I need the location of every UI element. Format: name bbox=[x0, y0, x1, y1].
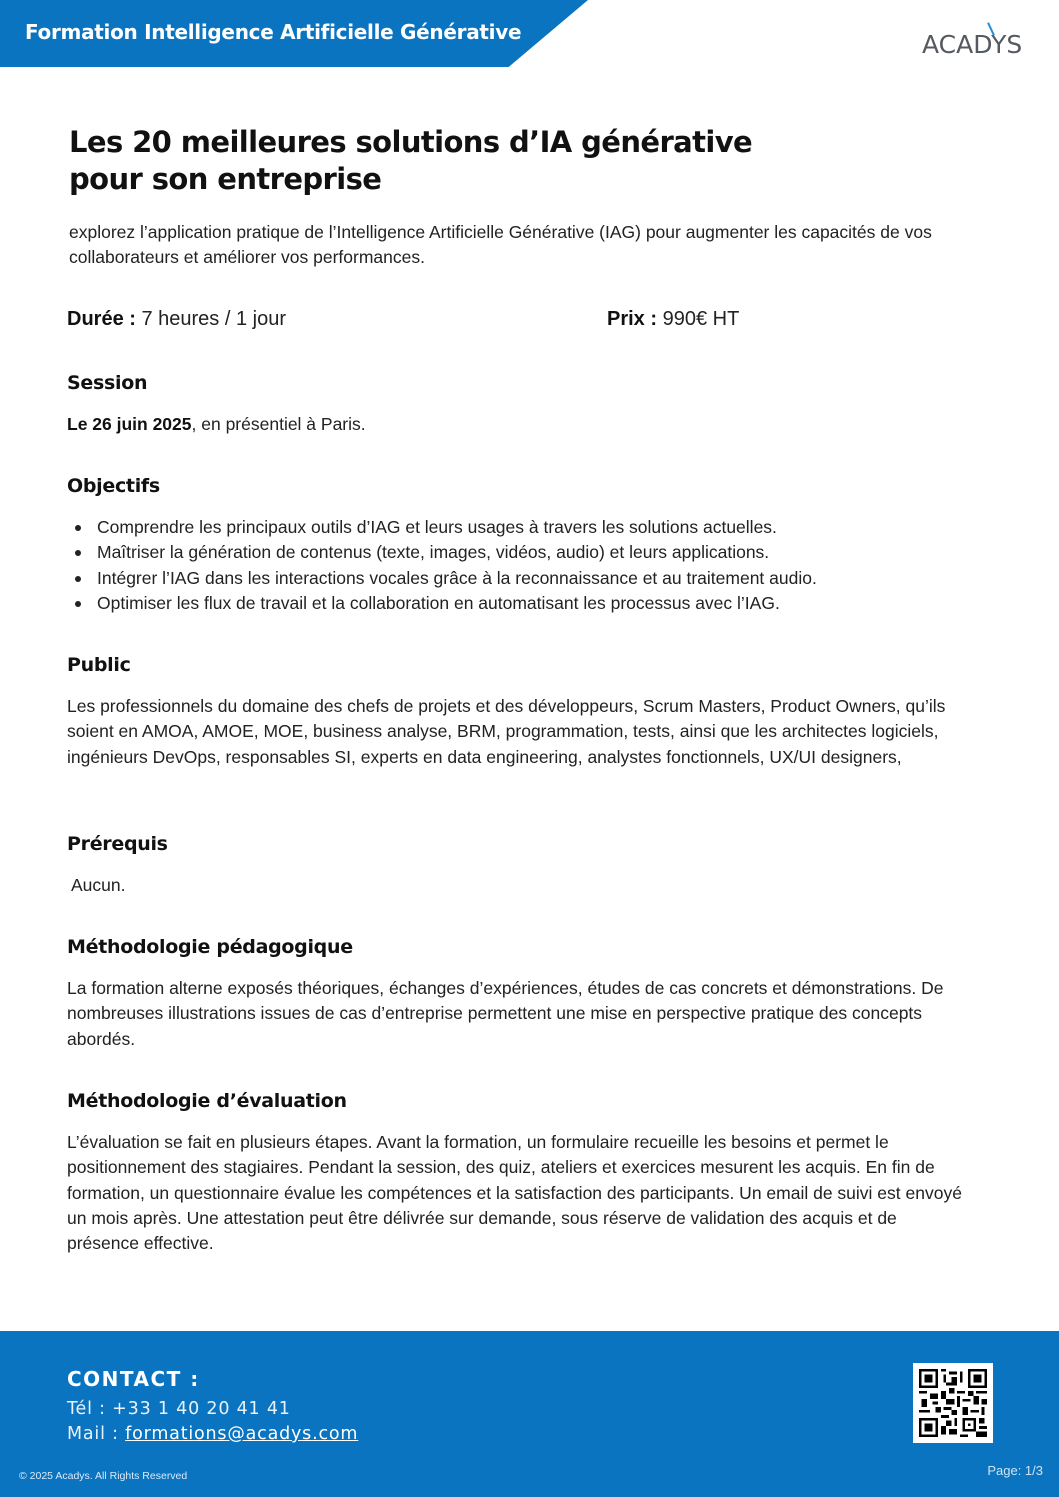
page-number: Page: 1/3 bbox=[987, 1463, 1043, 1478]
bullet-icon bbox=[75, 525, 81, 531]
objectifs-heading: Objectifs bbox=[67, 475, 160, 497]
objectif-text: Comprendre les principaux outils d’IAG et leurs usages à travers les solutions actuelles. bbox=[97, 517, 777, 537]
methodo-peda-heading: Méthodologie pédagogique bbox=[67, 936, 353, 958]
footer bbox=[0, 1331, 1059, 1497]
contact-phone bbox=[67, 1399, 291, 1419]
acadys-logo bbox=[922, 28, 1032, 60]
list-item bbox=[67, 540, 967, 565]
prerequis-text: Aucun. bbox=[71, 875, 126, 895]
methodo-peda-text: La formation alterne exposés théoriques, échanges d’expériences, études de cas concrets et démonstrations. De nombreuses illustrations issues de cas d’entreprise permettent une mise en perspective pratique des concepts abordés. bbox=[67, 978, 944, 1049]
banner-title: Formation Intelligence Artificielle Générative bbox=[25, 20, 522, 44]
contact-mail bbox=[67, 1424, 358, 1444]
price-info bbox=[607, 308, 739, 331]
logo-text: ACADYS bbox=[922, 30, 1023, 59]
session-date: Le 26 juin 2025 bbox=[67, 414, 192, 434]
methodo-eval-heading: Méthodologie d’évaluation bbox=[67, 1090, 347, 1112]
phone-label: Tél : bbox=[67, 1399, 113, 1419]
list-item bbox=[67, 515, 967, 540]
duration-value: 7 heures / 1 jour bbox=[135, 308, 286, 330]
session-text bbox=[67, 412, 977, 437]
page-title: Les 20 meilleures solutions d’IA générative pour son entreprise bbox=[69, 125, 753, 196]
list-item bbox=[67, 591, 967, 616]
public-heading: Public bbox=[67, 654, 131, 676]
methodo-eval-text: L’évaluation se fait en plusieurs étapes. Avant la formation, un formulaire recueille les besoins et permet le positionnement des stagiaires. Pendant la session, des quiz, ateliers et exercices mesurent les acquis. En fin de formation, un questionnaire évalue les compétences et la satisfaction des participants. Un email de suivi est envoyé un mois après. Une attestation peut être délivrée sur demande, sous réserve de validation des acquis et de présence effective. bbox=[67, 1132, 962, 1254]
price-value: 990€ HT bbox=[657, 308, 740, 330]
duration-info bbox=[67, 308, 286, 331]
list-item bbox=[67, 566, 967, 591]
phone-number[interactable]: +33 1 40 20 41 41 bbox=[112, 1399, 291, 1419]
session-heading: Session bbox=[67, 372, 148, 394]
qr-code-icon[interactable] bbox=[913, 1363, 993, 1443]
contact-heading: CONTACT : bbox=[67, 1367, 200, 1391]
bullet-icon bbox=[75, 601, 81, 607]
intro-text: explorez l’application pratique de l’Intelligence Artificielle Générative (IAG) pour augmenter les capacités de vos collaborateurs et améliorer vos performances. bbox=[69, 222, 932, 267]
objectif-text: Intégrer l’IAG dans les interactions vocales grâce à la reconnaissance et au traitement audio. bbox=[97, 567, 817, 588]
objectifs-list bbox=[67, 515, 967, 616]
session-location: , en présentiel à Paris. bbox=[191, 414, 366, 434]
objectif-text: Optimiser les flux de travail et la collaboration en automatisant les processus avec l’IAG. bbox=[97, 592, 780, 613]
mail-label: Mail : bbox=[67, 1424, 126, 1444]
qr-code-graphic bbox=[919, 1369, 987, 1437]
objectif-text: Maîtriser la génération de contenus (texte, images, vidéos, audio) et leurs applications. bbox=[97, 542, 770, 563]
bullet-icon bbox=[75, 576, 81, 582]
duration-label: Durée : bbox=[67, 308, 136, 330]
prerequis-heading: Prérequis bbox=[67, 833, 168, 855]
price-label: Prix : bbox=[607, 308, 658, 330]
mail-link[interactable]: formations@acadys.com bbox=[125, 1424, 359, 1444]
public-text: Les professionnels du domaine des chefs de projets et des développeurs, Scrum Masters, Product Owners, qu’ils soient en AMOA, AMOE, MOE, business analyse, BRM, programmation, tests, ainsi que les architectes logiciels, ingénieurs DevOps, responsables SI, experts en data engineering, analystes fonctionnels, UX/UI designers, bbox=[67, 696, 946, 767]
copyright: © 2025 Acadys. All Rights Reserved bbox=[19, 1470, 188, 1482]
bullet-icon bbox=[75, 550, 81, 556]
